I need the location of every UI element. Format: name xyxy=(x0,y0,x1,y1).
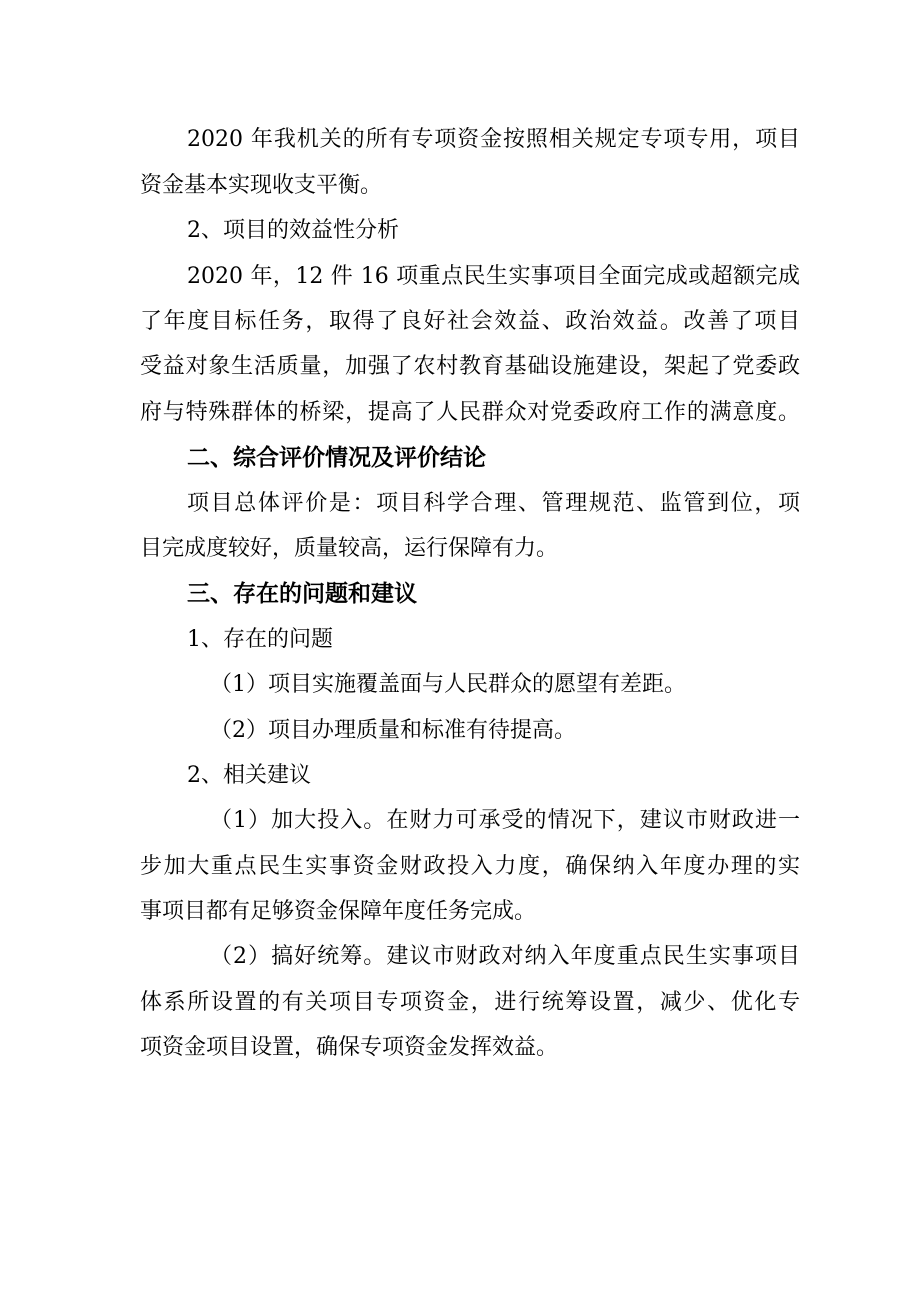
paragraph-2-line-2: 了年度目标任务，取得了良好社会效益、政治效益。改善了项目 xyxy=(140,309,800,334)
paragraph-2-line-4: 府与特殊群体的桥梁，提高了人民群众对党委政府工作的满意度。 xyxy=(140,400,800,425)
suggestion-1-line-2: 步加大重点民生实事资金财政投入力度，确保纳入年度办理的实 xyxy=(140,854,800,879)
paragraph-1-line-1: 2020 年我机关的所有专项资金按照相关规定专项专用，项目 xyxy=(187,127,800,152)
paragraph-1-line-2: 资金基本实现收支平衡。 xyxy=(140,173,383,198)
suggestion-2-line-3: 项资金项目设置，确保专项资金发挥效益。 xyxy=(140,1035,559,1060)
section-heading-problems-suggestions: 三、存在的问题和建议 xyxy=(187,581,417,607)
section-heading-evaluation: 二、综合评价情况及评价结论 xyxy=(187,445,486,471)
subheading-problems: 1、存在的问题 xyxy=(187,627,333,652)
subheading-benefit-analysis: 2、项目的效益性分析 xyxy=(187,218,399,243)
suggestion-1-line-3: 事项目都有足够资金保障年度任务完成。 xyxy=(140,899,537,924)
suggestion-2-line-2: 体系所设置的有关项目专项资金，进行统筹设置，减少、优化专 xyxy=(140,990,800,1015)
subheading-suggestions: 2、相关建议 xyxy=(187,763,311,788)
paragraph-3-line-2: 目完成度较好，质量较高，运行保障有力。 xyxy=(140,536,559,561)
problem-item-1: （1）项目实施覆盖面与人民群众的愿望有差距。 xyxy=(210,672,686,697)
suggestion-1-line-1: （1）加大投入。在财力可承受的情况下，建议市财政进一 xyxy=(210,808,800,833)
paragraph-2-line-1: 2020 年，12 件 16 项重点民生实事项目全面完成或超额完成 xyxy=(187,264,800,289)
paragraph-3-line-1: 项目总体评价是：项目科学合理、管理规范、监管到位，项 xyxy=(187,491,800,516)
paragraph-2-line-3: 受益对象生活质量，加强了农村教育基础设施建设，架起了党委政 xyxy=(140,354,800,379)
problem-item-2: （2）项目办理质量和标准有待提高。 xyxy=(210,718,576,743)
suggestion-2-line-1: （2）搞好统筹。建议市财政对纳入年度重点民生实事项目 xyxy=(210,944,800,969)
